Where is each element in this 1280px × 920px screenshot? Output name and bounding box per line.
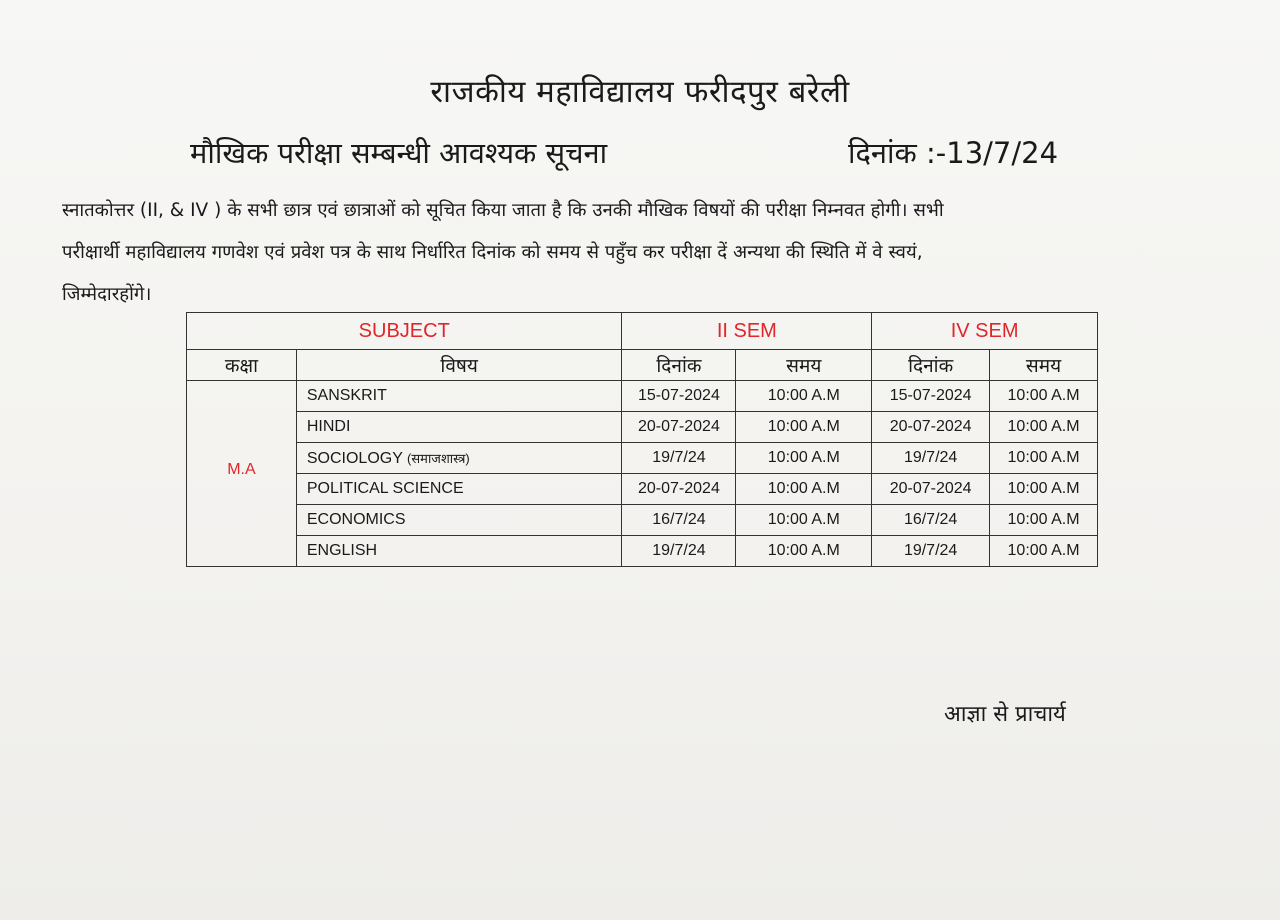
table-row	[187, 412, 1098, 443]
sem2-time-cell: 10:00 A.M	[736, 412, 872, 443]
subject-cell	[296, 443, 622, 474]
sem4-time-cell: 10:00 A.M	[990, 474, 1098, 505]
sem4-date-header: दिनांक	[872, 350, 990, 381]
table-row	[187, 474, 1098, 505]
sem4-time-cell: 10:00 A.M	[990, 536, 1098, 567]
sem4-date-cell: 20-07-2024	[872, 474, 990, 505]
sem4-date-cell: 15-07-2024	[872, 381, 990, 412]
table-row	[187, 536, 1098, 567]
sem2-time-cell: 10:00 A.M	[736, 536, 872, 567]
exam-schedule-table	[186, 312, 1098, 567]
class-name: M.A	[227, 461, 256, 478]
sem4-date-cell: 20-07-2024	[872, 412, 990, 443]
sem4-time-cell: 10:00 A.M	[990, 443, 1098, 474]
sem4-date-cell: 16/7/24	[872, 505, 990, 536]
sem2-time-cell: 10:00 A.M	[736, 474, 872, 505]
sem2-date-cell: 19/7/24	[622, 443, 736, 474]
subject-cell: SANSKRIT	[296, 381, 622, 412]
subject-cell: ENGLISH	[296, 536, 622, 567]
subject-hindi-note: (समाजशास्त्र)	[407, 450, 470, 466]
sem2-date-cell: 19/7/24	[622, 536, 736, 567]
sem2-date-cell: 15-07-2024	[622, 381, 736, 412]
table-row	[187, 381, 1098, 412]
notice-date: दिनांक :-13/7/24	[848, 136, 1059, 170]
principal-signature: आज्ञा से प्राचार्य	[944, 702, 1066, 727]
sem4-header: IV SEM	[872, 313, 1098, 350]
sem4-time-cell: 10:00 A.M	[990, 505, 1098, 536]
sem4-date-cell: 19/7/24	[872, 536, 990, 567]
subject-column-header: विषय	[296, 350, 622, 381]
subject-cell: ECONOMICS	[296, 505, 622, 536]
class-cell	[187, 381, 297, 567]
sem4-time-header: समय	[990, 350, 1098, 381]
sem2-time-cell: 10:00 A.M	[736, 381, 872, 412]
sem2-time-cell: 10:00 A.M	[736, 505, 872, 536]
notice-line-2: परीक्षार्थी महाविद्यालय गणवेश एवं प्रवेश पत्र के साथ निर्धारित दिनांक को समय से पहुँच कर परीक्षा दें अन्यथा की स्थिति में वे स्वयं,	[62, 242, 923, 263]
table-row	[187, 443, 1098, 474]
table-row	[187, 505, 1098, 536]
notice-paragraph	[62, 190, 1222, 316]
notice-subtitle: मौखिक परीक्षा सम्बन्धी आवश्यक सूचना	[190, 136, 608, 170]
sem2-date-cell: 20-07-2024	[622, 474, 736, 505]
subject-cell: POLITICAL SCIENCE	[296, 474, 622, 505]
class-column-header: कक्षा	[187, 350, 297, 381]
sem2-time-cell: 10:00 A.M	[736, 443, 872, 474]
notice-line-1: स्नातकोत्तर (II, & IV ) के सभी छात्र एवं छात्राओं को सूचित किया जाता है कि उनकी मौखिक विषयों की परीक्षा निम्नवत होगी। सभी	[62, 200, 944, 221]
sem2-date-cell: 20-07-2024	[622, 412, 736, 443]
sem2-date-header: दिनांक	[622, 350, 736, 381]
college-title: राजकीय महाविद्यालय फरीदपुर बरेली	[430, 74, 850, 110]
notice-line-3: जिम्मेदारहोंगे।	[62, 284, 152, 305]
sem4-time-cell: 10:00 A.M	[990, 381, 1098, 412]
sem4-time-cell: 10:00 A.M	[990, 412, 1098, 443]
sem2-time-header: समय	[736, 350, 872, 381]
subject-cell: HINDI	[296, 412, 622, 443]
sem2-date-cell: 16/7/24	[622, 505, 736, 536]
sem2-header: II SEM	[622, 313, 872, 350]
sem4-date-cell: 19/7/24	[872, 443, 990, 474]
subject-header: SUBJECT	[187, 313, 622, 350]
subject-name: SOCIOLOGY	[306, 449, 403, 467]
